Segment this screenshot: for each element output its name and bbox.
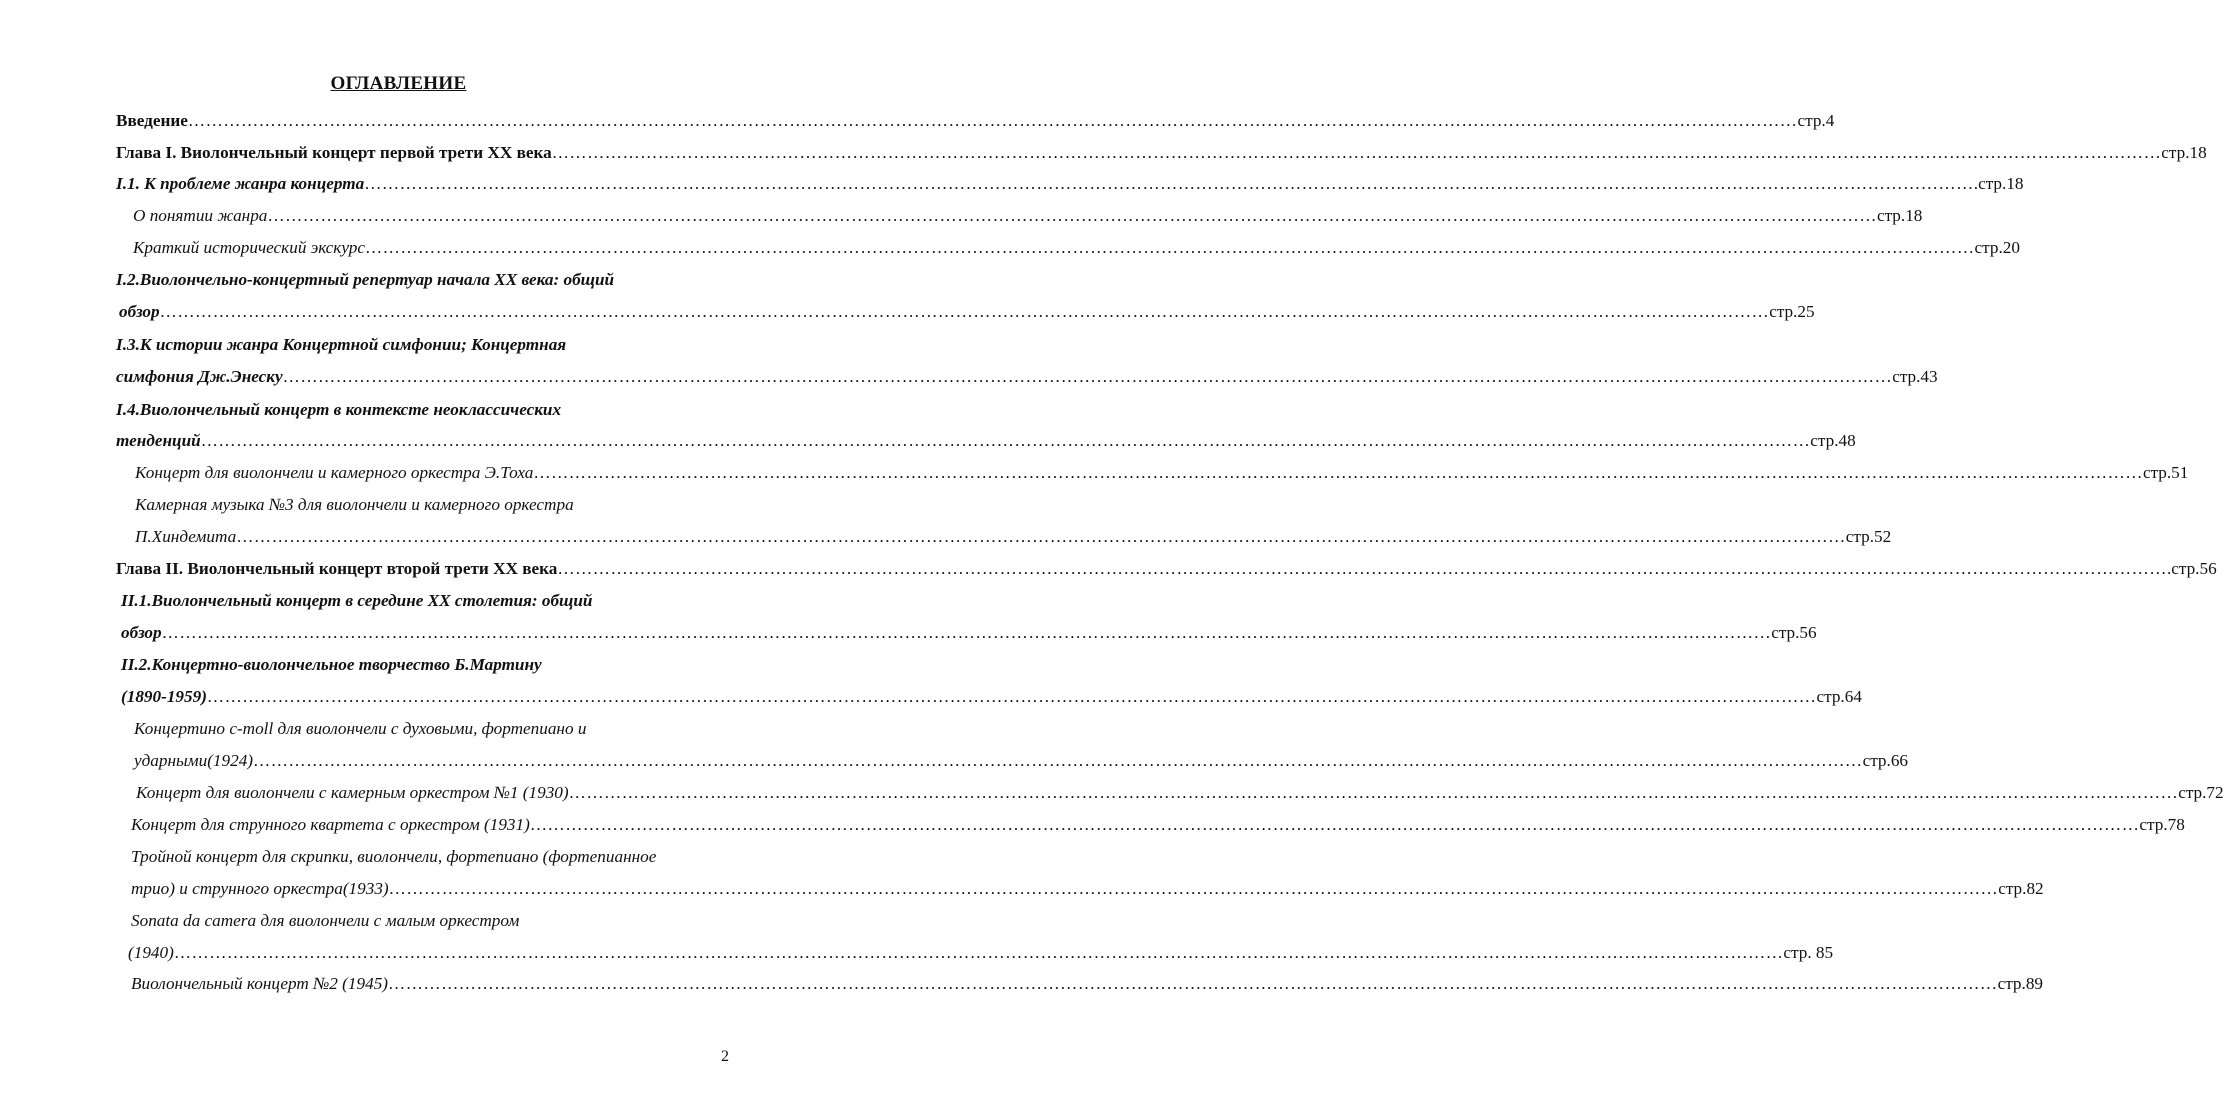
- toc-entry-page: стр.64: [1816, 687, 1862, 706]
- toc-entry-text: ударными(1924): [134, 751, 254, 770]
- toc-entry-page: стр.43: [1892, 367, 1938, 386]
- toc-entry-page: стр.89: [1997, 974, 2044, 993]
- toc-entry-page: стр. 85: [1783, 943, 1834, 962]
- toc-entry-text: I.1. К проблеме жанра концерта: [116, 174, 365, 193]
- leader-dots: …………………………………………………………………………………………………………………………………………………………………………………………………………………………………………………: [551, 143, 2162, 162]
- toc-entry-text: Глава I. Виолончельный концерт первой трети XX века: [116, 143, 552, 162]
- toc-entry: [119, 301, 1815, 323]
- toc-entry: [131, 973, 2044, 995]
- toc-entry-text: Виолончельный концерт №2 (1945): [131, 974, 389, 993]
- toc-entry-text: (1890-1959): [121, 687, 207, 706]
- toc-entry: [116, 110, 1835, 132]
- toc-entry-text: трио) и струнного оркестра(1933): [131, 879, 389, 898]
- leader-dots: …………………………………………………………………………………………………………………………………………………………………………………………………………………………………………………: [253, 751, 1863, 770]
- toc-entry-page: стр.25: [1769, 302, 1815, 321]
- leader-dots: …………………………………………………………………………………………………………………………………………………………………………………………………………………………………………………: [267, 206, 1877, 225]
- toc-entry-text: П.Хиндемита: [135, 527, 237, 546]
- toc-entry-text: Концерт для виолончели с камерным оркестром №1 (1930): [136, 783, 569, 802]
- toc-entry-page: стр.66: [1862, 751, 1909, 770]
- leader-dots: …………………………………………………………………………………………………………………………………………………………………………………………………………………………………………………: [206, 687, 1817, 706]
- toc-entry-text: симфония Дж.Энеску: [116, 367, 283, 386]
- leader-dots: …………………………………………………………………………………………………………………………………………………………………………………………………………………………………………………: [529, 815, 2140, 834]
- toc-entry-text: Концерт для виолончели и камерного оркестра Э.Тоха: [135, 463, 534, 482]
- toc-entry: [116, 430, 1856, 452]
- toc-entry-page: стр.78: [2139, 815, 2185, 834]
- toc-entry-text: Sonata da camera для виолончели с малым оркестром: [131, 911, 520, 930]
- toc-entry-text: О понятии жанра: [133, 206, 268, 225]
- leader-dots: …………………………………………………………………………………………………………………………………………………………………………………………………………………………………………………: [364, 174, 1974, 193]
- leader-dots: …………………………………………………………………………………………………………………………………………………………………………………………………………………………………………………: [568, 783, 2179, 802]
- toc-title: ОГЛАВЛЕНИЕ: [330, 73, 467, 94]
- toc-entry: [135, 526, 1892, 548]
- leader-dots: …………………………………………………………………………………………………………………………………………………………………………………………………………………………………………………: [236, 527, 1846, 546]
- toc-entry: [116, 173, 2024, 195]
- toc-entry: [134, 750, 1909, 772]
- leader-dots: …………………………………………………………………………………………………………………………………………………………………………………………………………………………………………………: [364, 238, 1975, 257]
- toc-entry: [131, 878, 2044, 900]
- toc-entry-text: II.1.Виолончельный концерт в середине XX столетия: общий: [121, 591, 593, 610]
- toc-entry-text: Краткий исторический экскурс: [133, 238, 365, 257]
- toc-entry: [116, 142, 2207, 164]
- toc-entry: [116, 366, 1938, 388]
- toc-entry-page: стр.18: [2161, 143, 2207, 162]
- toc-entry-text: I.2.Виолончельно-концертный репертуар начала XX века: общий: [116, 270, 615, 289]
- leader-dots: …………………………………………………………………………………………………………………………………………………………………………………………………………………………………………………: [388, 879, 1999, 898]
- toc-entry-text: обзор: [119, 302, 160, 321]
- toc-entry-page: стр.4: [1797, 111, 1835, 130]
- toc-entry-page: стр.72: [2178, 783, 2224, 802]
- toc-entry-text: Концерт для струнного квартета с оркестром (1931): [131, 815, 530, 834]
- toc-entry-text: I.4.Виолончельный концерт в контексте неоклассических: [116, 400, 562, 419]
- toc-entry-page: стр.82: [1998, 879, 2044, 898]
- leader-dots: …………………………………………………………………………………………………………………………………………………………………………………………………………………………………………………: [388, 974, 1998, 993]
- toc-entry-page: .стр.56: [2166, 559, 2217, 578]
- toc-entry: [128, 942, 1834, 964]
- toc-entry-page: стр.20: [1974, 238, 2020, 257]
- page-number: 2: [721, 1048, 729, 1065]
- toc-entry: [133, 205, 1923, 227]
- toc-entry: [136, 782, 2224, 804]
- leader-dots: …………………………………………………………………………………………………………………………………………………………………………………………………………………………………………………: [282, 367, 1893, 386]
- toc-entry: [121, 622, 1817, 644]
- toc-entry-page: стр.56: [1771, 623, 1817, 642]
- toc-entry: [133, 237, 2020, 259]
- toc-entry: [131, 814, 2185, 836]
- toc-entry-text: (1940): [128, 943, 174, 962]
- toc-entry-page: стр.52: [1845, 527, 1892, 546]
- leader-dots: …………………………………………………………………………………………………………………………………………………………………………………………………………………………………………………: [159, 302, 1770, 321]
- leader-dots: …………………………………………………………………………………………………………………………………………………………………………………………………………………………………………………: [533, 463, 2143, 482]
- leader-dots: …………………………………………………………………………………………………………………………………………………………………………………………………………………………………………………: [173, 943, 1784, 962]
- toc-entry-page: стр.51: [2142, 463, 2189, 482]
- toc-entry-text: Введение: [116, 111, 188, 130]
- toc-entry: [121, 686, 1862, 708]
- toc-entry-text: Камерная музыка №3 для виолончели и камерного оркестра: [135, 495, 574, 514]
- toc-entry-text: Концертино c-moll для виолончели с духовыми, фортепиано и: [134, 719, 587, 738]
- toc-entry-text: II.2.Концертно-виолончельное творчество Б.Мартину: [121, 655, 542, 674]
- toc-entry: [135, 462, 2189, 484]
- toc-entry-text: тенденций: [116, 431, 201, 450]
- toc-entry-text: Глава II. Виолончельный концерт второй трети XX века: [116, 559, 558, 578]
- leader-dots: …………………………………………………………………………………………………………………………………………………………………………………………………………………………………………………: [557, 559, 2167, 578]
- toc-entry-page: .стр.18: [1973, 174, 2024, 193]
- toc-entry-page: стр.18: [1876, 206, 1923, 225]
- leader-dots: …………………………………………………………………………………………………………………………………………………………………………………………………………………………………………………: [200, 431, 1811, 450]
- leader-dots: …………………………………………………………………………………………………………………………………………………………………………………………………………………………………………………: [161, 623, 1772, 642]
- toc-entry-page: стр.48: [1810, 431, 1856, 450]
- leader-dots: …………………………………………………………………………………………………………………………………………………………………………………………………………………………………………………: [187, 111, 1798, 130]
- toc-entry: [116, 558, 2217, 580]
- toc-entry-text: обзор: [121, 623, 162, 642]
- toc-entry-text: I.3.К истории жанра Концертной симфонии; Концертная: [116, 335, 567, 354]
- toc-entry-text: Тройной концерт для скрипки, виолончели, фортепиано (фортепианное: [131, 847, 657, 866]
